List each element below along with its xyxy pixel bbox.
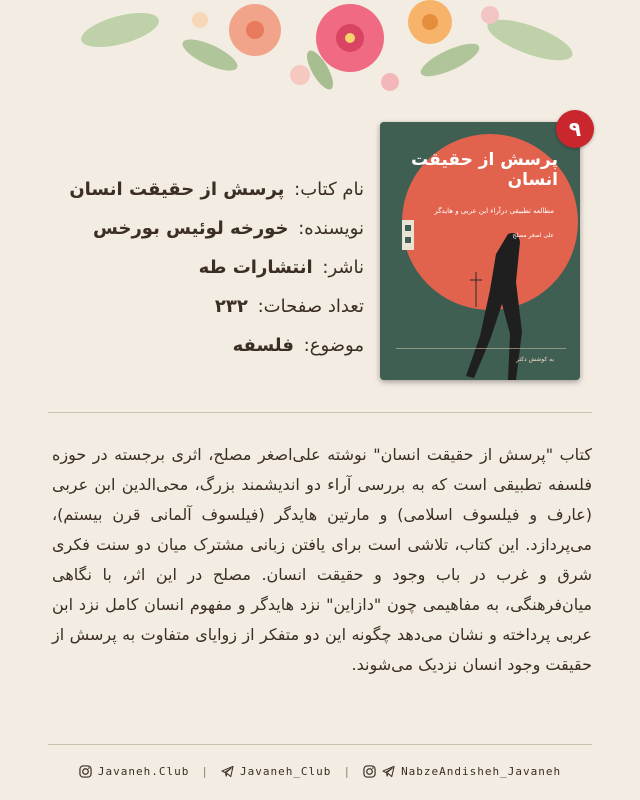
number-badge: ۹	[556, 110, 594, 148]
cover-footer: به کوشش دکتر	[516, 356, 554, 363]
top-divider	[48, 412, 592, 413]
bottom-divider	[48, 744, 592, 745]
pages-value: ۲۳۲	[214, 296, 248, 317]
cover-title: پرسش از حقیقت انسان	[411, 150, 558, 190]
subject-value: فلسفه	[232, 335, 294, 356]
flower-decoration	[60, 0, 600, 110]
info-title-row	[34, 170, 364, 209]
author-label: نویسنده:	[298, 218, 364, 239]
telegram-handle: Javaneh_Club	[239, 764, 332, 778]
instagram-handle: Javaneh.Club	[97, 764, 190, 778]
telegram-icon	[382, 765, 395, 778]
title-label: نام کتاب:	[294, 179, 364, 200]
info-pages-row	[34, 287, 364, 326]
pages-label: تعداد صفحات:	[257, 296, 364, 317]
social-footer	[0, 758, 640, 784]
telegram-link[interactable]	[221, 765, 331, 778]
separator: |	[201, 764, 209, 778]
subject-label: موضوع:	[303, 335, 364, 356]
author-value: خورخه لوئیس بورخس	[93, 218, 289, 239]
combined-link[interactable]	[363, 765, 561, 778]
instagram-icon	[363, 765, 376, 778]
book-cover	[380, 122, 580, 380]
instagram-link[interactable]	[79, 765, 189, 778]
info-author-row	[34, 209, 364, 248]
book-info	[34, 170, 364, 365]
book-description: کتاب "پرسش از حقیقت انسان" نوشته علی‌اصغر مصلح، اثری برجسته در حوزه فلسفه تطبیقی است که به بررسی آراء دو اندیشمند بزرگ، محی‌الدین ابن عربی (عارف و فیلسوف اسلامی) و مارتین هایدگر (فیلسوف آلمانی قرن بیستم)، می‌پردازد. این کتاب، تلاشی است برای یافتن زبانی مشترک میان دو سنت فکری شرق و غرب در باب وجود و حقیقت انسان. مصلح در این اثر، با نگاهی میان‌فرهنگی، به مفاهیمی چون "دازاین" نزد هایدگر و مفهوم انسان کامل نزد ابن عربی پرداخته و نشان می‌دهد چگونه این دو متفکر از زوایای متفاوت به پرسش از حقیقت وجود انسان نزدیک می‌شوند.	[52, 445, 592, 674]
info-subject-row	[34, 326, 364, 365]
publisher-value: انتشارات طه	[198, 257, 313, 278]
cover-subtitle: مطالعه تطبیقی درآراء ابن عربی و هایدگر	[434, 207, 554, 215]
info-publisher-row	[34, 248, 364, 287]
title-value: پرسش از حقیقت انسان	[69, 179, 285, 200]
instagram-icon	[79, 765, 92, 778]
combined-handle: NabzeAndisheh_Javaneh	[401, 764, 562, 778]
telegram-icon	[221, 765, 234, 778]
publisher-label: ناشر:	[322, 257, 364, 278]
separator: |	[343, 764, 352, 778]
cover-author: علی اصغر مصلح	[512, 232, 554, 239]
